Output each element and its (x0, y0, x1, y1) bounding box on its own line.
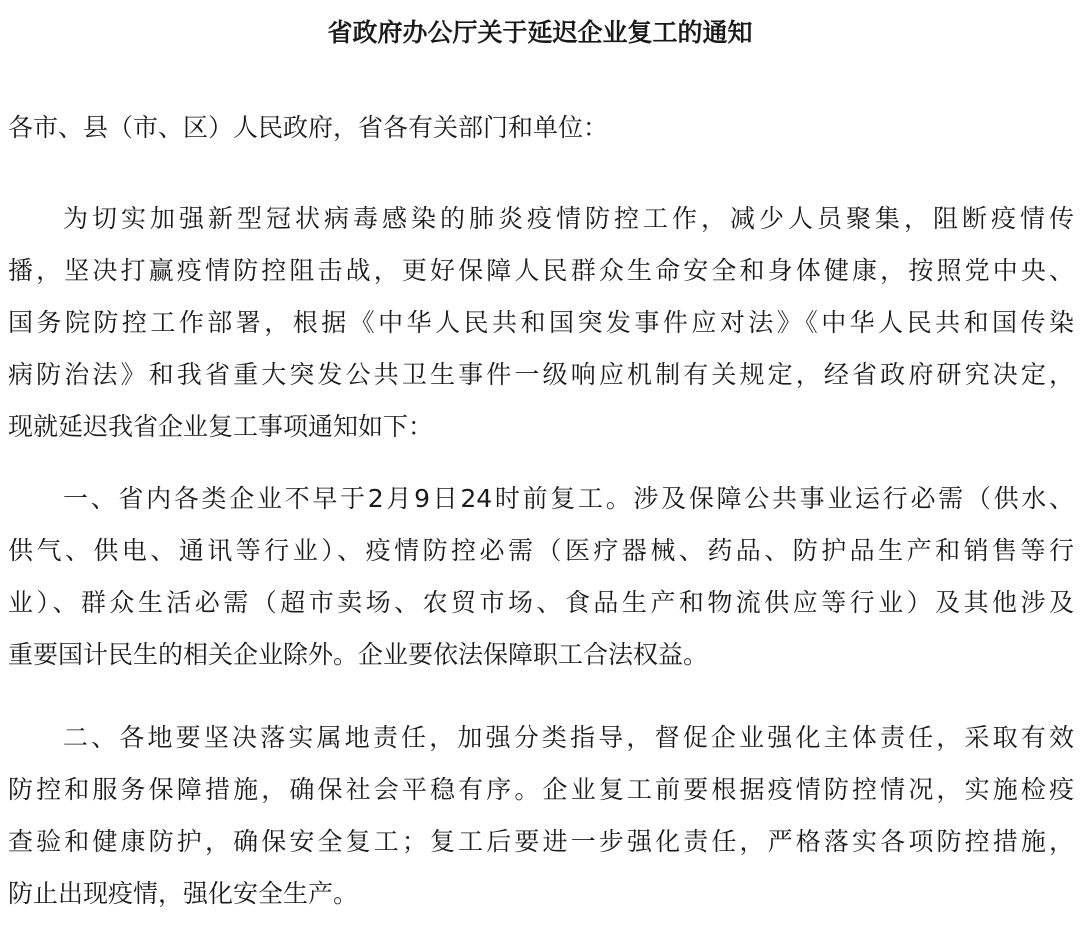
paragraph-line: 为切实加强新型冠状病毒感染的肺炎疫情防控工作，减少人员聚集，阻断疫情传 (63, 204, 1074, 233)
paragraph-line: 二、各地要坚决落实属地责任，加强分类指导，督促企业强化主体责任，采取有效 (63, 723, 1074, 752)
paragraph-line: 防止出现疫情，强化安全生产。 (8, 879, 359, 908)
paragraph-line: 病防治法》和我省重大突发公共卫生事件一级响应机制有关规定，经省政府研究决定， (8, 360, 1074, 389)
paragraph-line: 现就延迟我省企业复工事项通知如下： (8, 412, 434, 441)
paragraph-line: 查验和健康防护，确保安全复工；复工后要进一步强化责任，严格落实各项防控措施， (8, 827, 1074, 856)
paragraph-item-1 (8, 479, 1074, 687)
salutation: 各市、县（市、区）人民政府，省各有关部门和单位： (8, 113, 609, 142)
paragraph-item-2 (8, 718, 1074, 926)
paragraph-line: 播，坚决打赢疫情防控阻击战，更好保障人民群众生命安全和身体健康，按照党中央、 (8, 256, 1074, 285)
document-title: 省政府办公厅关于延迟企业复工的通知 (327, 18, 753, 47)
paragraph-line: 防控和服务保障措施，确保社会平稳有序。企业复工前要根据疫情防控情况，实施检疫 (8, 775, 1074, 804)
paragraph-line: 供气、供电、通讯等行业）、疫情防控必需（医疗器械、药品、防护品生产和销售等行 (8, 536, 1074, 565)
paragraph-line: 国务院防控工作部署，根据《中华人民共和国突发事件应对法》《中华人民共和国传染 (8, 308, 1074, 337)
paragraph-intro (8, 199, 1074, 459)
paragraph-line: 业）、群众生活必需（超市卖场、农贸市场、食品生产和物流供应等行业）及其他涉及 (8, 588, 1074, 617)
paragraph-line: 一、省内各类企业不早于2月9日24时前复工。涉及保障公共事业运行必需（供水、 (63, 484, 1074, 513)
paragraph-line: 重要国计民生的相关企业除外。企业要依法保障职工合法权益。 (8, 640, 709, 669)
